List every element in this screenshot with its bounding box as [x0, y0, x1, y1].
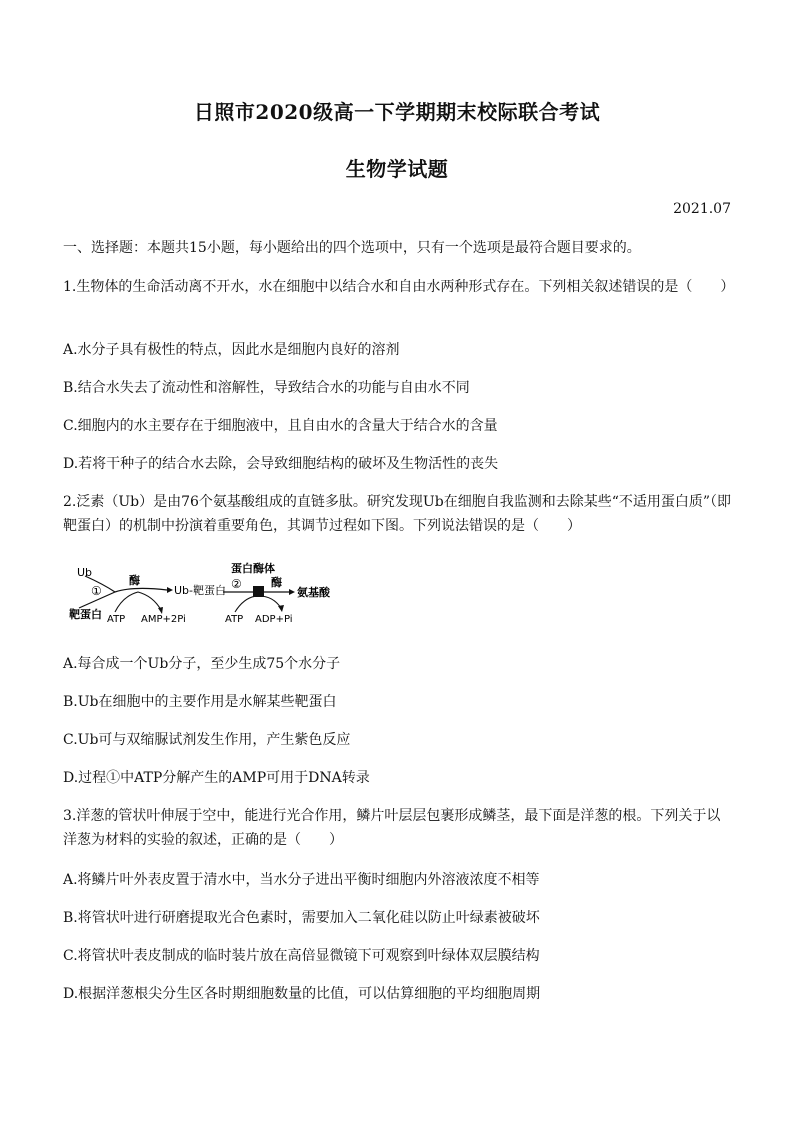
q3-option-b: B.将管状叶进行研磨提取光合色素时，需要加入二氧化硅以防止叶绿素被破坏	[63, 910, 540, 926]
exam-title: 日照市2020级高一下学期期末校际联合考试	[193, 100, 601, 124]
label-atp2: ATP	[225, 614, 244, 625]
label-adp: ADP+Pi	[255, 614, 293, 625]
q3-option-d: D.根据洋葱根尖分生区各时期细胞数量的比值，可以估算细胞的平均细胞周期	[63, 986, 541, 1002]
label-step1: ①	[91, 584, 102, 598]
ubiquitin-process-diagram	[63, 562, 343, 628]
q1-option-b: B.结合水失去了流动性和溶解性，导致结合水的功能与自由水不同	[63, 380, 470, 396]
q1-stem: 1.生物体的生命活动离不开水，水在细胞中以结合水和自由水两种形式存在。下列相关叙述错误的是（ ）	[63, 279, 735, 295]
arrow-head-2	[289, 589, 295, 595]
section-heading: 一、选择题：本题共15小题，每小题给出的四个选项中，只有一个选项是最符合题目要求的。	[63, 240, 641, 256]
exam-date: 2021.07	[673, 201, 731, 217]
exam-subtitle: 生物学试题	[345, 157, 449, 181]
label-ub: Ub	[77, 566, 93, 579]
label-target: 靶蛋白	[69, 608, 102, 621]
label-ub-target: Ub-靶蛋白	[174, 584, 227, 597]
q2-option-a: A.每合成一个Ub分子，至少生成75个水分子	[63, 656, 341, 672]
proteasome-block	[253, 586, 264, 597]
label-atp1: ATP	[107, 614, 126, 625]
label-step2: ②	[231, 577, 242, 591]
label-proteasome: 蛋白酶体	[231, 562, 275, 575]
q3-stem: 3.洋葱的管状叶伸展于空中，能进行光合作用，鳞片叶层层包裹形成鳞茎，最下面是洋葱的根。下列关于以洋葱为材料的实验的叙述，正确的是（ ）	[63, 808, 721, 848]
q2-stem: 2.泛素（Ub）是由76个氨基酸组成的直链多肽。研究发现Ub在细胞自我监测和去除某些“不适用蛋白质”（即靶蛋白）的机制中扮演着重要角色，其调节过程如下图。下列说法错误的是（ ）	[63, 494, 732, 534]
q3-option-c: C.将管状叶表皮制成的临时装片放在高倍显微镜下可观察到叶绿体双层膜结构	[63, 948, 540, 964]
arrow-head-1	[167, 587, 173, 593]
label-amino-acid: 氨基酸	[297, 586, 330, 599]
q1-option-c: C.细胞内的水主要存在于细胞液中，且自由水的含量大于结合水的含量	[63, 418, 498, 434]
q1-option-d: D.若将干种子的结合水去除，会导致细胞结构的破坏及生物活性的丧失	[63, 456, 499, 472]
q2-option-b: B.Ub在细胞中的主要作用是水解某些靶蛋白	[63, 694, 337, 710]
q1-option-a: A.水分子具有极性的特点，因此水是细胞内良好的溶剂	[63, 342, 400, 358]
q2-option-d: D.过程①中ATP分解产生的AMP可用于DNA转录	[63, 770, 370, 786]
label-amp: AMP+2Pi	[141, 614, 186, 625]
q2-option-c: C.Ub可与双缩脲试剂发生作用，产生紫色反应	[63, 732, 351, 748]
label-enzyme2: 酶	[271, 576, 282, 589]
q3-option-a: A.将鳞片叶外表皮置于清水中，当水分子进出平衡时细胞内外溶液浓度不相等	[63, 872, 540, 888]
label-enzyme1: 酶	[129, 574, 140, 587]
